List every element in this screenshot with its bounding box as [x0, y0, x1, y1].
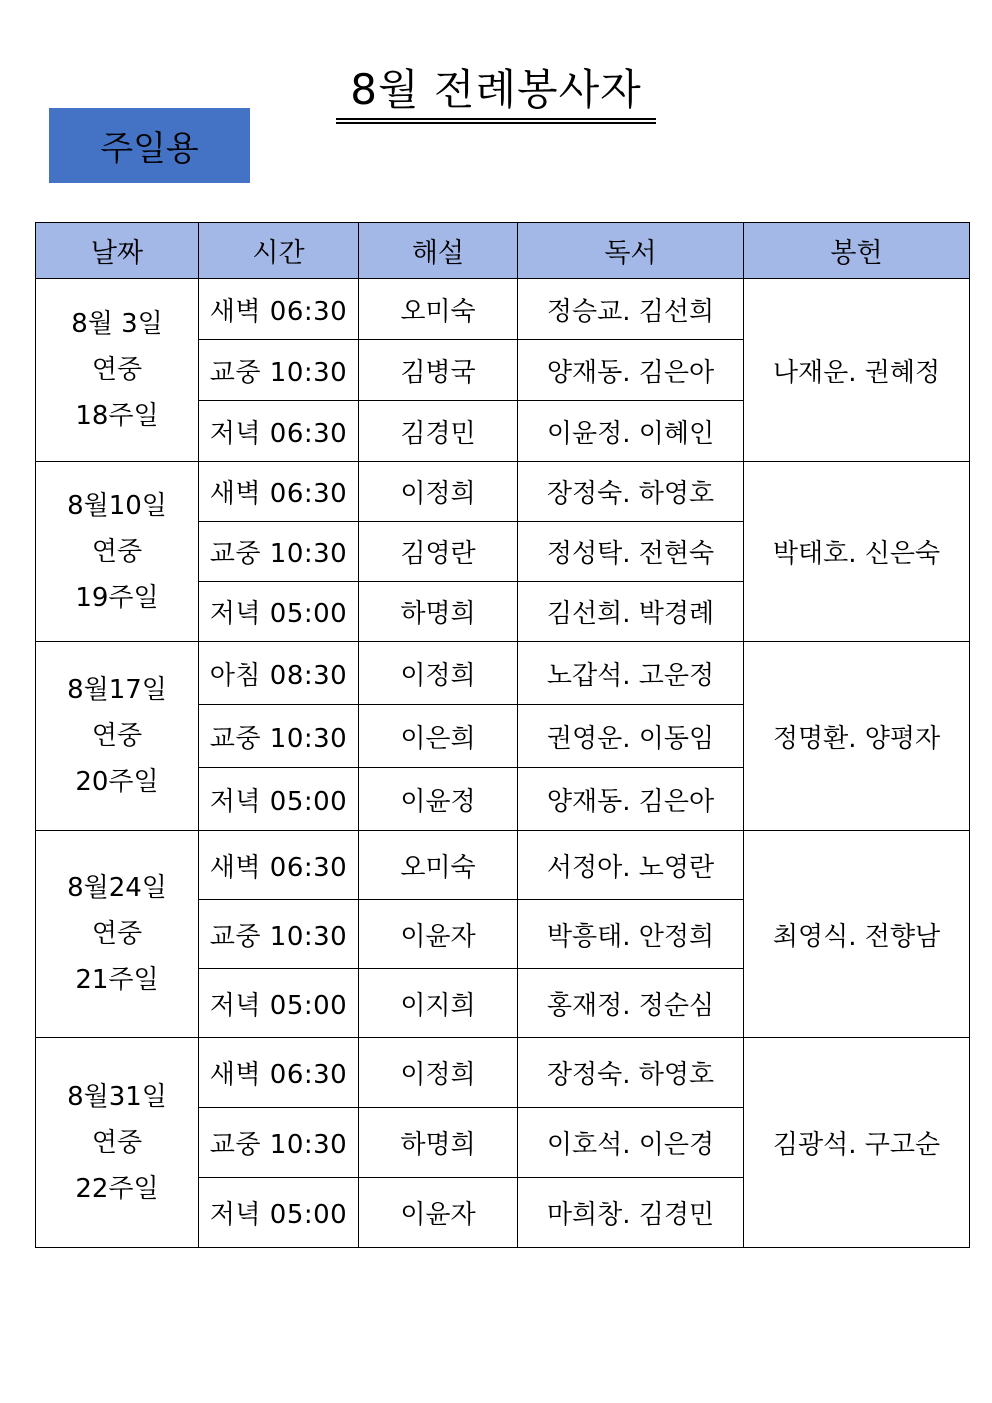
commentary-cell: 김병국	[359, 340, 518, 401]
commentary-cell: 하명희	[359, 1108, 518, 1178]
offering-cell: 박태호. 신은숙	[744, 462, 970, 642]
time-cell: 새벽 06:30	[199, 279, 359, 340]
reading-cell: 정성탁. 전현숙	[518, 522, 744, 582]
time-cell: 저녁 05:00	[199, 582, 359, 642]
season-text: 연중	[91, 355, 143, 385]
table-row	[36, 642, 970, 705]
reading-cell: 양재동. 김은아	[518, 768, 744, 831]
offering-cell: 나재운. 권혜정	[744, 279, 970, 462]
time-cell: 아침 08:30	[199, 642, 359, 705]
season-text: 연중	[91, 919, 143, 949]
time-cell: 저녁 06:30	[199, 401, 359, 462]
time-cell: 교중 10:30	[199, 900, 359, 969]
date-text: 8월10일	[67, 490, 167, 521]
time-cell: 새벽 06:30	[199, 831, 359, 900]
week-text: 19주일	[75, 582, 159, 613]
commentary-cell: 김영란	[359, 522, 518, 582]
commentary-cell: 하명희	[359, 582, 518, 642]
reading-cell: 권영운. 이동임	[518, 705, 744, 768]
table-row	[36, 1038, 970, 1108]
reading-cell: 홍재정. 정순심	[518, 969, 744, 1038]
time-cell: 교중 10:30	[199, 1108, 359, 1178]
commentary-cell: 김경민	[359, 401, 518, 462]
table-row	[36, 831, 970, 900]
time-cell: 교중 10:30	[199, 705, 359, 768]
reading-cell: 박흥태. 안정희	[518, 900, 744, 969]
week-text: 21주일	[75, 965, 159, 995]
date-text: 8월17일	[67, 675, 167, 705]
week-text: 20주일	[75, 767, 159, 797]
time-cell: 저녁 05:00	[199, 969, 359, 1038]
commentary-cell: 이윤자	[359, 1178, 518, 1248]
reading-cell: 마희창. 김경민	[518, 1178, 744, 1248]
date-cell	[36, 1038, 199, 1248]
page-title: 8월 전례봉사자	[350, 65, 642, 114]
date-cell	[36, 831, 199, 1038]
time-cell: 교중 10:30	[199, 522, 359, 582]
commentary-cell: 오미숙	[359, 831, 518, 900]
header-commentary: 해설	[359, 223, 518, 279]
reading-cell: 장정숙. 하영호	[518, 1038, 744, 1108]
title-underline	[336, 122, 656, 124]
table-row	[36, 462, 970, 522]
commentary-cell: 이윤정	[359, 768, 518, 831]
time-cell: 새벽 06:30	[199, 1038, 359, 1108]
reading-cell: 장정숙. 하영호	[518, 462, 744, 522]
commentary-cell: 이정희	[359, 462, 518, 522]
offering-cell: 정명환. 양평자	[744, 642, 970, 831]
header-reading: 독서	[518, 223, 744, 279]
time-cell: 저녁 05:00	[199, 1178, 359, 1248]
reading-cell: 이호석. 이은경	[518, 1108, 744, 1178]
reading-cell: 김선희. 박경례	[518, 582, 744, 642]
date-text: 8월31일	[67, 1081, 167, 1112]
date-cell	[36, 462, 199, 642]
commentary-cell: 오미숙	[359, 279, 518, 340]
reading-cell: 서정아. 노영란	[518, 831, 744, 900]
date-text: 8월24일	[67, 873, 167, 903]
table-row	[36, 279, 970, 340]
commentary-cell: 이지희	[359, 969, 518, 1038]
schedule-table	[35, 222, 970, 1248]
date-cell	[36, 279, 199, 462]
commentary-cell: 이정희	[359, 642, 518, 705]
header-date: 날짜	[36, 223, 199, 279]
time-cell: 저녁 05:00	[199, 768, 359, 831]
time-cell: 새벽 06:30	[199, 462, 359, 522]
time-cell: 교중 10:30	[199, 340, 359, 401]
reading-cell: 노갑석. 고운정	[518, 642, 744, 705]
week-text: 18주일	[75, 401, 159, 431]
commentary-cell: 이윤자	[359, 900, 518, 969]
reading-cell: 정승교. 김선희	[518, 279, 744, 340]
commentary-cell: 이정희	[359, 1038, 518, 1108]
offering-cell: 김광석. 구고순	[744, 1038, 970, 1248]
reading-cell: 이윤정. 이혜인	[518, 401, 744, 462]
offering-cell: 최영식. 전향남	[744, 831, 970, 1038]
title-underline	[336, 118, 656, 120]
header-time: 시간	[199, 223, 359, 279]
reading-cell: 양재동. 김은아	[518, 340, 744, 401]
commentary-cell: 이은희	[359, 705, 518, 768]
header-offering: 봉헌	[744, 223, 970, 279]
header-row	[36, 223, 970, 279]
date-text: 8월 3일	[71, 309, 163, 339]
sunday-badge: 주일용	[49, 108, 250, 183]
season-text: 연중	[91, 536, 143, 567]
week-text: 22주일	[75, 1173, 159, 1204]
season-text: 연중	[91, 721, 143, 751]
season-text: 연중	[91, 1127, 143, 1158]
date-cell	[36, 642, 199, 831]
